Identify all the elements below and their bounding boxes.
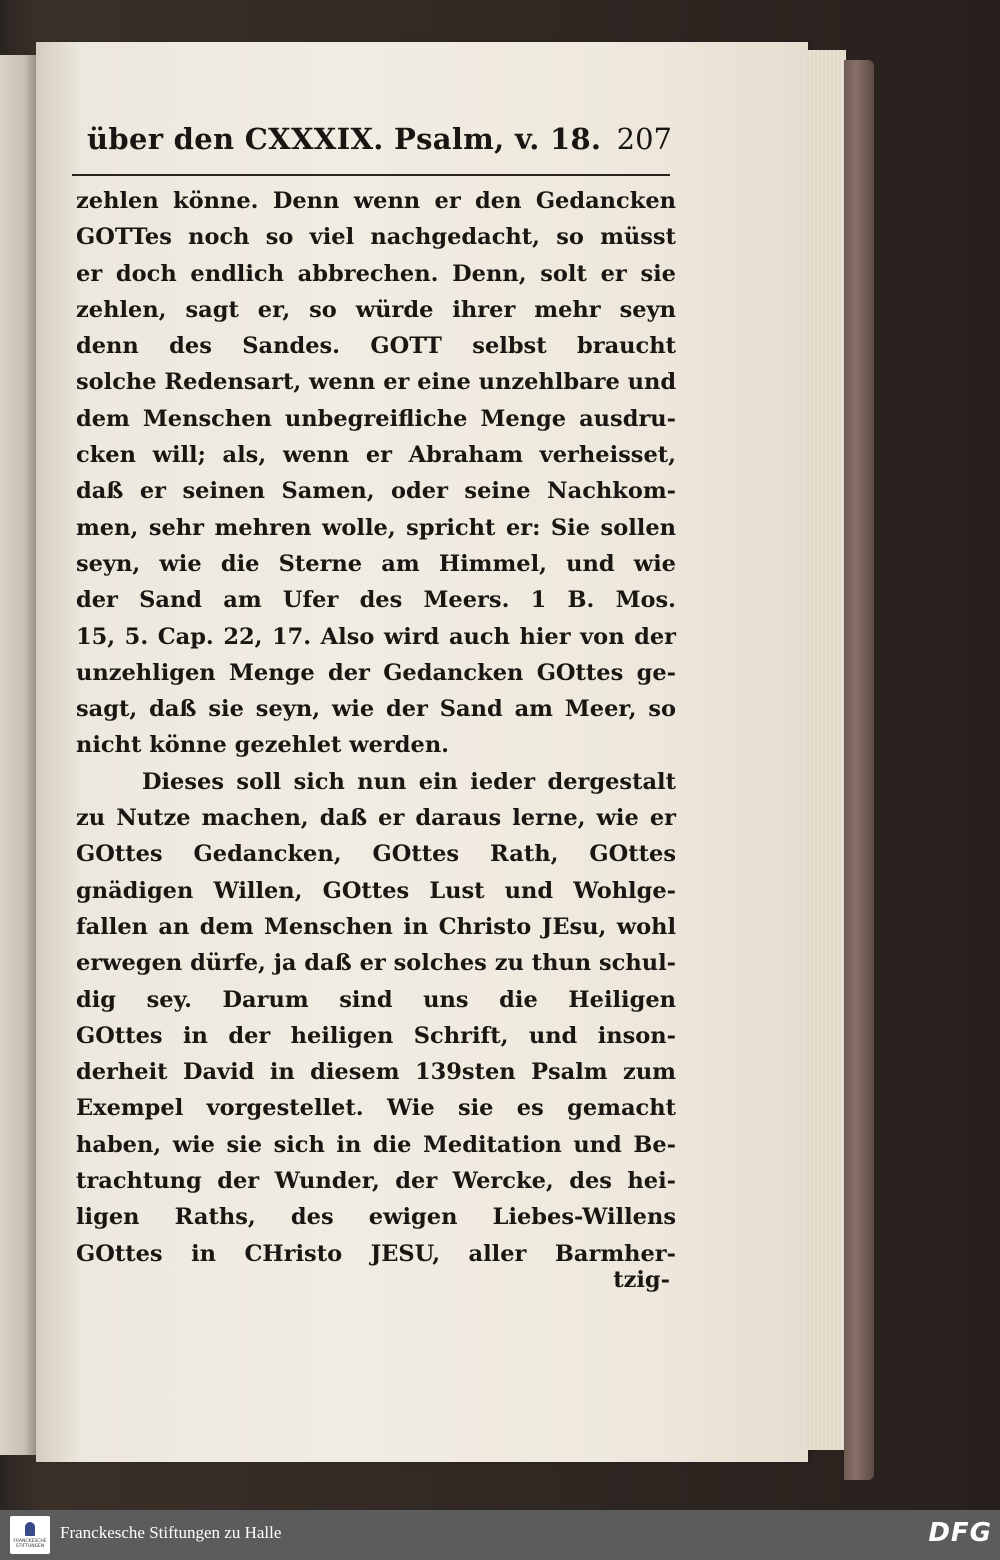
logo-text: FRANCKESCHE STIFTUNGEN	[13, 1539, 47, 1549]
text-line: gnädigen Willen, GOttes Lust und Wohlge-	[76, 877, 676, 904]
text-line: dig sey. Darum sind uns die Heiligen	[76, 986, 676, 1013]
text-line: nicht könne gezehlet werden.	[76, 732, 450, 759]
text-line: GOttes in der heiligen Schrift, und inson-	[76, 1022, 676, 1049]
institution-link[interactable]: Franckesche Stiftungen zu Halle	[60, 1523, 282, 1542]
book-cover-edge	[844, 60, 874, 1480]
text-line: ligen Raths, des ewigen Liebes-Willens	[76, 1204, 676, 1231]
text-line: denn des Sandes. GOTT selbst braucht	[76, 333, 676, 360]
text-line: haben, wie sie sich in die Meditation und Be-	[76, 1131, 676, 1158]
text-line: zehlen könne. Denn wenn er den Gedancken	[76, 188, 676, 214]
text-line: derheit David in diesem 139sten Psalm zum	[76, 1059, 676, 1086]
text-line: trachtung der Wunder, der Wercke, des hei-	[76, 1168, 676, 1195]
text-line: zu Nutze machen, daß er daraus lerne, wie er	[76, 805, 676, 832]
left-page-edge	[0, 55, 40, 1455]
text-line: GOTTes noch so viel nachgedacht, so müsst	[76, 224, 676, 251]
text-line: 15, 5. Cap. 22, 17. Also wird auch hier von der	[76, 623, 676, 650]
text-line: fallen an dem Menschen in Christo JEsu, wohl	[76, 913, 676, 940]
text-line: zehlen, sagt er, so würde ihrer mehr seyn	[76, 296, 676, 323]
text-line: erwegen dürfe, ja daß er solches zu thun schul-	[76, 950, 676, 977]
text-line: seyn, wie die Sterne am Himmel, und wie	[76, 550, 676, 577]
catchword: tzig-	[613, 1267, 670, 1293]
header-rule	[72, 174, 670, 176]
text-line: unzehligen Menge der Gedancken GOttes ge-	[76, 659, 676, 686]
text-line: der Sand am Ufer des Meers. 1 B. Mos.	[76, 587, 676, 614]
text-line: cken will; als, wenn er Abraham verheisset,	[76, 442, 676, 469]
text-line: dem Menschen unbegreifliche Menge ausdru-	[76, 405, 676, 432]
text-line: GOttes in CHristo JESU, aller Barmher-	[76, 1240, 676, 1267]
page-stack-edge	[806, 50, 846, 1450]
running-head: über den CXXXIX. Psalm, v. 18.	[87, 122, 602, 156]
dfg-logo[interactable]: DFG	[928, 1518, 992, 1548]
text-line: sagt, daß sie seyn, wie der Sand am Meer, so	[76, 696, 676, 723]
text-line: Exempel vorgestellet. Wie sie es gemacht	[76, 1095, 676, 1122]
text-line: er doch endlich abbrechen. Denn, solt er sie	[76, 260, 676, 287]
text-line: GOttes Gedancken, GOttes Rath, GOttes	[76, 841, 676, 868]
text-line: men, sehr mehren wolle, spricht er: Sie sollen	[76, 514, 676, 541]
page-number: 207	[616, 122, 672, 156]
footer-bar	[0, 1510, 1000, 1560]
text-line: solche Redensart, wenn er eine unzehlbare und	[76, 369, 677, 396]
body-text	[76, 183, 676, 1272]
franckesche-logo-icon[interactable]	[10, 1516, 50, 1554]
page-header	[87, 122, 672, 166]
text-line: daß er seinen Samen, oder seine Nachkom-	[76, 478, 676, 505]
text-line-paragraph-start: Dieses soll sich nun ein ieder dergestalt	[142, 768, 676, 795]
logo-figure-icon	[25, 1522, 35, 1536]
